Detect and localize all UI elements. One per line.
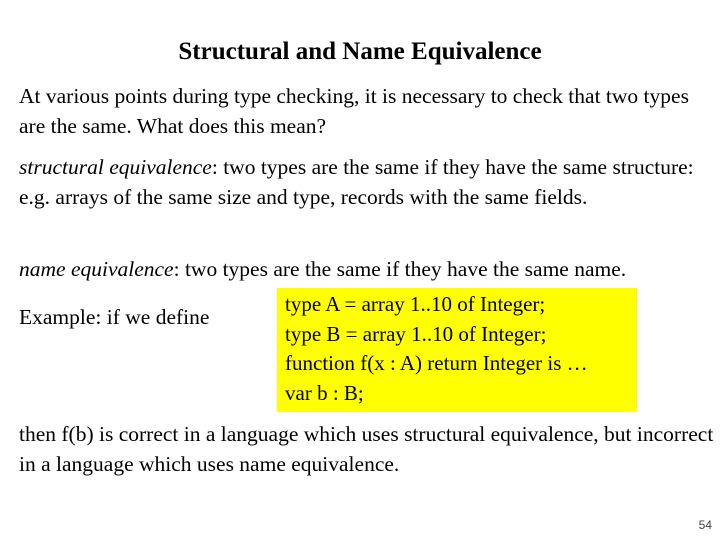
name-equivalence-paragraph — [19, 254, 714, 284]
structural-equivalence-paragraph — [19, 152, 714, 212]
code-line: function f(x : A) return Integer is … — [285, 351, 588, 375]
code-line: type B = array 1..10 of Integer; — [285, 321, 547, 346]
code-example-box — [277, 288, 637, 412]
slide-title: Structural and Name Equivalence — [178, 38, 542, 65]
code-line: var b : B; — [285, 380, 364, 405]
conclusion-paragraph: then f(b) is correct in a language which uses structural equivalence, but incorrect in a language which uses name equivalence. — [19, 422, 714, 476]
name-equivalence-term: name equivalence — [19, 257, 174, 281]
structural-equivalence-term: structural equivalence — [19, 155, 212, 179]
page-number: 54 — [698, 518, 712, 532]
name-equivalence-definition: : two types are the same if they have the same name. — [173, 257, 627, 281]
structural-equivalence-definition: : two types are the same if they have the same structure: e.g. arrays of the same size and type, records with the same fields. — [19, 155, 694, 209]
example-label: Example: if we define — [19, 305, 210, 329]
intro-paragraph: At various points during type checking, it is necessary to check that two types are the same. What does this mean? — [19, 84, 689, 138]
code-line: type A = array 1..10 of Integer; — [285, 292, 546, 316]
